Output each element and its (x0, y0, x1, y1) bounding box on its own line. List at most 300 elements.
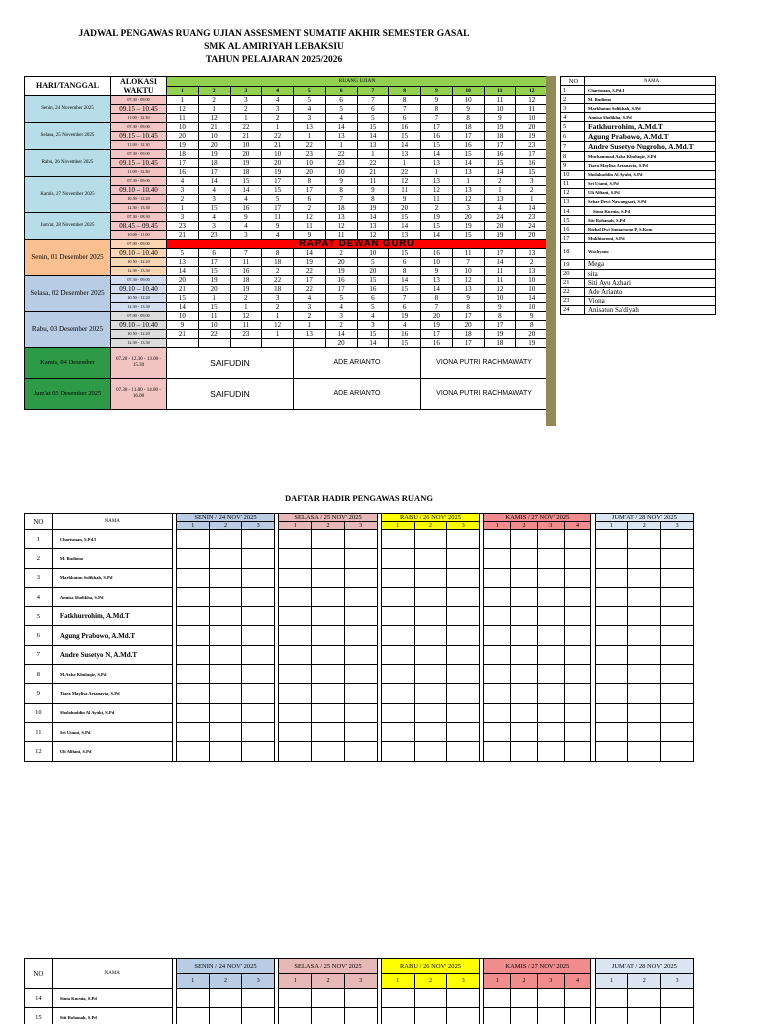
att-sign-cell (381, 645, 414, 664)
room-number: 6 (325, 86, 357, 96)
room-assignment: 23 (230, 330, 262, 339)
room-assignment: 21 (167, 330, 199, 339)
att-sign-cell (484, 684, 511, 703)
att-sign-cell (209, 703, 242, 722)
att-no: 11 (25, 722, 53, 741)
room-assignment: 19 (516, 132, 548, 141)
room-assignment: 13 (357, 141, 389, 150)
room-assignment: 5 (294, 96, 326, 105)
att-sign-cell (381, 568, 414, 587)
room-assignment: 2 (167, 195, 199, 204)
names-no: 22 (561, 287, 585, 296)
att-sign-cell (661, 722, 694, 741)
names-no: 18 (561, 243, 585, 260)
time-slot: 11.00 - 12.30 (111, 168, 167, 177)
room-assignment: 3 (167, 213, 199, 222)
room-assignment: 12 (452, 195, 484, 204)
att-name: Andre Susetyo N, A.Md.T (52, 645, 172, 664)
room-assignment: 1 (262, 330, 294, 339)
room-assignment: 10 (421, 258, 453, 267)
time-slot: 10.50 - 12.20 (111, 330, 167, 339)
room-assignment: 15 (198, 204, 230, 213)
att-sign-cell (176, 722, 209, 741)
room-assignment: 10 (484, 105, 516, 114)
room-assignment: 13 (389, 231, 421, 240)
room-assignment: 20 (484, 222, 516, 231)
att-sign-cell (414, 626, 447, 645)
room-assignment: 5 (262, 195, 294, 204)
att-sign-cell (312, 530, 345, 549)
names-name: Sekar Dewi Nawangsari, S.Pd (585, 197, 716, 206)
room-assignment: 4 (262, 96, 294, 105)
room-assignment: 10 (357, 249, 389, 258)
room-assignment: 10 (516, 285, 548, 294)
room-assignment: 10 (452, 96, 484, 105)
att-sign-cell (312, 703, 345, 722)
att-sign-cell (312, 568, 345, 587)
schedule-row (25, 276, 548, 285)
room-assignment: 21 (167, 231, 199, 240)
room-assignment: 20 (325, 339, 357, 348)
att-sign-cell (447, 742, 480, 761)
room-assignment: 16 (389, 123, 421, 132)
room-assignment: 18 (484, 339, 516, 348)
room-assignment: 9 (484, 303, 516, 312)
room-assignment: 3 (357, 321, 389, 330)
schedule-row (25, 312, 548, 321)
room-assignment: 16 (357, 285, 389, 294)
room-assignment: 8 (421, 294, 453, 303)
room-assignment: 13 (452, 285, 484, 294)
room-assignment: 3 (230, 231, 262, 240)
room-assignment: 4 (389, 321, 421, 330)
room-assignment: 2 (516, 258, 548, 267)
att-sign-cell (661, 607, 694, 626)
att-no: 10 (25, 703, 53, 722)
room-assignment: 14 (421, 285, 453, 294)
room-assignment: 14 (389, 222, 421, 231)
room-assignment (167, 339, 199, 348)
att-sign-cell (242, 1008, 275, 1024)
room-assignment: 21 (357, 168, 389, 177)
room-assignment: 4 (167, 177, 199, 186)
room-assignment: 4 (484, 204, 516, 213)
room-assignment: 11 (230, 258, 262, 267)
att-sign-cell (176, 742, 209, 761)
att-sign-cell (628, 665, 661, 684)
att-sign-cell (595, 742, 628, 761)
att-sign-cell (537, 645, 564, 664)
room-assignment (294, 339, 326, 348)
att-sign-cell (447, 549, 480, 568)
room-assignment: 1 (262, 312, 294, 321)
names-row (561, 152, 716, 161)
room-assignment: 19 (357, 204, 389, 213)
names-row (561, 296, 716, 305)
names-name: Viona (585, 296, 716, 305)
att-sign-cell (381, 989, 414, 1008)
att-sign-cell (242, 568, 275, 587)
att-sign-cell (447, 665, 480, 684)
att-sign-cell (176, 684, 209, 703)
room-assignment: 14 (421, 231, 453, 240)
room-assignment: 10 (167, 123, 199, 132)
time-slot: 07.20 - 12.30 - 13.00 - 15.30 (111, 348, 167, 379)
att-name: Sinta Kurnia, S.Pd (52, 989, 172, 1008)
room-assignment: 11 (421, 195, 453, 204)
room-assignment: 17 (421, 123, 453, 132)
room-number: 8 (389, 86, 421, 96)
room-assignment: 9 (452, 105, 484, 114)
room-assignment: 22 (198, 330, 230, 339)
att-session-col: 2 (414, 974, 447, 989)
att-sign-cell (242, 645, 275, 664)
names-no: 8 (561, 152, 585, 161)
att-sign-cell (661, 989, 694, 1008)
room-assignment: 16 (516, 159, 548, 168)
att-sign-cell (537, 1008, 564, 1024)
room-assignment: 20 (421, 312, 453, 321)
att-sign-cell (628, 703, 661, 722)
room-assignment: 10 (484, 294, 516, 303)
att-sign-cell (661, 530, 694, 549)
schedule-row (25, 240, 548, 249)
room-assignment: 14 (167, 267, 199, 276)
att-sign-cell (661, 587, 694, 606)
room-assignment: 22 (325, 150, 357, 159)
names-no: 3 (561, 104, 585, 113)
names-name: Andre Susetyo Nugroho, A.Md.T (585, 142, 716, 152)
proctor-name: VIONA PUTRI RACHMAWATY (421, 379, 548, 410)
room-assignment: 15 (389, 339, 421, 348)
time-slot: 12.30 - 13.30 (111, 204, 167, 213)
room-assignment: 18 (325, 204, 357, 213)
att-session-col: 2 (312, 522, 345, 530)
att-sign-cell (484, 1008, 511, 1024)
room-assignment: 23 (516, 141, 548, 150)
room-assignment: 9 (294, 231, 326, 240)
att-sign-cell (564, 703, 591, 722)
att-sign-cell (344, 742, 377, 761)
room-assignment: 19 (325, 267, 357, 276)
room-assignment: 5 (325, 294, 357, 303)
room-assignment: 22 (230, 123, 262, 132)
room-assignment: 4 (357, 312, 389, 321)
att-sign-cell (511, 684, 538, 703)
room-assignment: 23 (294, 150, 326, 159)
att-no: 5 (25, 607, 53, 626)
att-sign-cell (176, 989, 209, 1008)
att-sign-cell (414, 742, 447, 761)
room-assignment: 15 (452, 150, 484, 159)
att-sign-cell (484, 530, 511, 549)
att-sign-cell (279, 665, 312, 684)
schedule-row (25, 123, 548, 132)
att-sign-cell (595, 989, 628, 1008)
att-sign-cell (537, 989, 564, 1008)
attendance-title: DAFTAR HADIR PENGAWAS RUANG (285, 493, 433, 503)
room-assignment: 23 (516, 213, 548, 222)
room-assignment: 1 (198, 294, 230, 303)
room-assignment: 17 (421, 330, 453, 339)
room-assignment: 22 (294, 141, 326, 150)
att-session-col: 3 (661, 522, 694, 530)
att-session-col: 3 (447, 522, 480, 530)
att-sign-cell (511, 989, 538, 1008)
att-sign-cell (414, 645, 447, 664)
att-session-col: 1 (484, 522, 511, 530)
att-sign-cell (279, 1008, 312, 1024)
names-row (561, 234, 716, 243)
room-assignment: 20 (294, 168, 326, 177)
names-row (561, 243, 716, 260)
room-assignment: 19 (484, 330, 516, 339)
room-assignment: 17 (198, 168, 230, 177)
room-number: 9 (421, 86, 453, 96)
room-assignment: 1 (357, 150, 389, 159)
att-sign-cell (209, 722, 242, 741)
att-sign-cell (242, 626, 275, 645)
room-assignment: 4 (230, 195, 262, 204)
room-assignment: 15 (357, 123, 389, 132)
att-session-col: 3 (242, 522, 275, 530)
time-slot: 10.50 - 12.20 (111, 294, 167, 303)
room-assignment: 16 (452, 141, 484, 150)
room-number: 12 (516, 86, 548, 96)
att-sign-cell (242, 989, 275, 1008)
room-assignment: 5 (167, 249, 199, 258)
att-sign-cell (279, 549, 312, 568)
att-sign-cell (628, 587, 661, 606)
room-assignment: 13 (421, 159, 453, 168)
att-sign-cell (628, 607, 661, 626)
room-assignment: 16 (167, 168, 199, 177)
att-sign-cell (595, 665, 628, 684)
room-number: 4 (262, 86, 294, 96)
room-assignment: 15 (516, 168, 548, 177)
room-assignment: 16 (421, 132, 453, 141)
att-sign-cell (661, 703, 694, 722)
room-assignment: 18 (452, 123, 484, 132)
att-sign-cell (595, 549, 628, 568)
att-name: Annisa Sholikha, S.Pd (52, 587, 172, 606)
time-slot: 09.10 – 10.40 (111, 186, 167, 195)
att-sign-cell (661, 645, 694, 664)
names-row (561, 225, 716, 234)
att-sign-cell (312, 587, 345, 606)
att-sign-cell (447, 607, 480, 626)
att-session-col: 2 (209, 974, 242, 989)
att-sign-cell (279, 989, 312, 1008)
names-row (561, 104, 716, 113)
att-sign-cell (628, 549, 661, 568)
att-sign-cell (279, 703, 312, 722)
attendance-table (24, 513, 694, 762)
names-name: Markhatun Solikhah, S.Pd (585, 104, 716, 113)
names-name: Rizhal Dwi Sumarsono P, S.Kom (585, 225, 716, 234)
room-assignment: 22 (389, 168, 421, 177)
room-assignment: 3 (262, 105, 294, 114)
room-assignment: 8 (389, 267, 421, 276)
att-sign-cell (564, 989, 591, 1008)
att-sign-cell (414, 684, 447, 703)
proctor-name: SAIFUDIN (167, 379, 294, 410)
room-assignment: 7 (357, 96, 389, 105)
att-sign-cell (484, 587, 511, 606)
names-name: Siti Ayu Azhari (585, 278, 716, 287)
att-sign-cell (242, 742, 275, 761)
room-assignment: 14 (389, 141, 421, 150)
room-assignment: 14 (325, 123, 357, 132)
room-assignment: 17 (262, 177, 294, 186)
room-assignment: 7 (389, 294, 421, 303)
att-sign-cell (312, 626, 345, 645)
att-sign-cell (447, 722, 480, 741)
names-row (561, 188, 716, 197)
room-assignment: 9 (262, 222, 294, 231)
att-sign-cell (595, 607, 628, 626)
room-assignment: 11 (484, 267, 516, 276)
room-assignment: 9 (357, 186, 389, 195)
att-sign-cell (447, 684, 480, 703)
att-name: Fatkhurrohim, A.Md.T (52, 607, 172, 626)
rapat-banner: RAPAT DEWAN GURU (167, 240, 548, 249)
room-assignment: 8 (516, 321, 548, 330)
room-assignment: 9 (167, 321, 199, 330)
att-sign-cell (209, 665, 242, 684)
room-assignment: 15 (198, 303, 230, 312)
att-sign-cell (595, 1008, 628, 1024)
room-assignment: 4 (325, 114, 357, 123)
olive-divider (546, 76, 556, 426)
att-session-col: 1 (484, 974, 511, 989)
proctor-name: ADE ARIANTO (294, 348, 421, 379)
room-assignment: 3 (198, 222, 230, 231)
names-row (561, 216, 716, 225)
room-assignment: 18 (484, 132, 516, 141)
room-assignment: 14 (452, 159, 484, 168)
names-nama-header: NAMA (585, 77, 716, 86)
room-assignment: 8 (452, 114, 484, 123)
names-no: 10 (561, 170, 585, 179)
att-sign-cell (344, 989, 377, 1008)
room-assignment: 13 (421, 276, 453, 285)
att-sign-cell (537, 568, 564, 587)
room-assignment: 3 (230, 96, 262, 105)
att-sign-cell (511, 1008, 538, 1024)
names-row (561, 122, 716, 132)
room-assignment: 16 (389, 330, 421, 339)
room-assignment: 6 (294, 195, 326, 204)
room-assignment: 7 (389, 105, 421, 114)
room-assignment: 12 (294, 213, 326, 222)
names-no: 12 (561, 188, 585, 197)
room-assignment: 2 (198, 96, 230, 105)
att-sign-cell (447, 989, 480, 1008)
att-sign-cell (661, 665, 694, 684)
att-session-col: 1 (381, 522, 414, 530)
room-assignment: 14 (484, 258, 516, 267)
room-assignment (262, 339, 294, 348)
room-assignment: 20 (325, 258, 357, 267)
names-no: 15 (561, 216, 585, 225)
room-assignment: 13 (294, 330, 326, 339)
room-assignment: 13 (452, 168, 484, 177)
att-session-col: 3 (537, 974, 564, 989)
time-slot: 07.30 - 11.00 - 14.00 - 16.00 (111, 379, 167, 410)
room-assignment: 13 (389, 150, 421, 159)
att-sign-cell (209, 645, 242, 664)
room-assignment: 6 (198, 249, 230, 258)
names-name: Sinta Kurnia, S.Pd (585, 207, 716, 216)
time-slot: 10.50 - 12.20 (111, 195, 167, 204)
names-row (561, 269, 716, 278)
names-no: 16 (561, 225, 585, 234)
room-assignment: 1 (230, 114, 262, 123)
names-no: 21 (561, 278, 585, 287)
att-sign-cell (564, 645, 591, 664)
room-assignment: 2 (230, 294, 262, 303)
proctor-name: SAIFUDIN (167, 348, 294, 379)
att-no: 1 (25, 530, 53, 549)
room-assignment: 6 (389, 258, 421, 267)
att-sign-cell (344, 607, 377, 626)
room-assignment: 17 (452, 312, 484, 321)
room-assignment: 10 (167, 312, 199, 321)
room-assignment: 18 (198, 159, 230, 168)
room-assignment: 1 (294, 132, 326, 141)
room-assignment: 17 (294, 186, 326, 195)
att-sign-cell (484, 645, 511, 664)
names-row (561, 278, 716, 287)
header-line-3: TAHUN PELAJARAN 2025/2026 (205, 55, 343, 65)
att-session-col: 2 (628, 522, 661, 530)
room-assignment: 8 (262, 249, 294, 258)
att-sign-cell (447, 626, 480, 645)
att-sign-cell (209, 549, 242, 568)
names-no: 5 (561, 122, 585, 132)
att-session-col: 2 (511, 974, 538, 989)
room-assignment: 13 (294, 123, 326, 132)
names-table (560, 76, 716, 315)
att-sign-cell (511, 742, 538, 761)
room-assignment: 1 (452, 177, 484, 186)
att-sign-cell (381, 665, 414, 684)
att-sign-cell (537, 742, 564, 761)
time-slot: 07.30 - 09.00 (111, 123, 167, 132)
room-number: 1 (167, 86, 199, 96)
room-assignment: 12 (230, 312, 262, 321)
att-session-col: 3 (242, 974, 275, 989)
att-day-header: KAMIS / 27 NOV' 2025 (484, 959, 591, 974)
names-no: 4 (561, 113, 585, 122)
att-sign-cell (595, 568, 628, 587)
room-assignment: 14 (357, 213, 389, 222)
names-row (561, 305, 716, 314)
att-session-col: 2 (209, 522, 242, 530)
room-number: 10 (452, 86, 484, 96)
time-slot: 07.30 - 08.30 (111, 213, 167, 222)
att-day-header: SENIN / 24 NOV' 2025 (176, 959, 274, 974)
room-assignment: 22 (262, 132, 294, 141)
att-sign-cell (279, 626, 312, 645)
room-assignment: 17 (516, 150, 548, 159)
room-assignment: 18 (230, 276, 262, 285)
schedule-row (25, 150, 548, 159)
names-name: Anisatun Sa'diyah (585, 305, 716, 314)
room-assignment: 19 (516, 339, 548, 348)
rooms-header: RUANG UJIAN (167, 77, 548, 87)
